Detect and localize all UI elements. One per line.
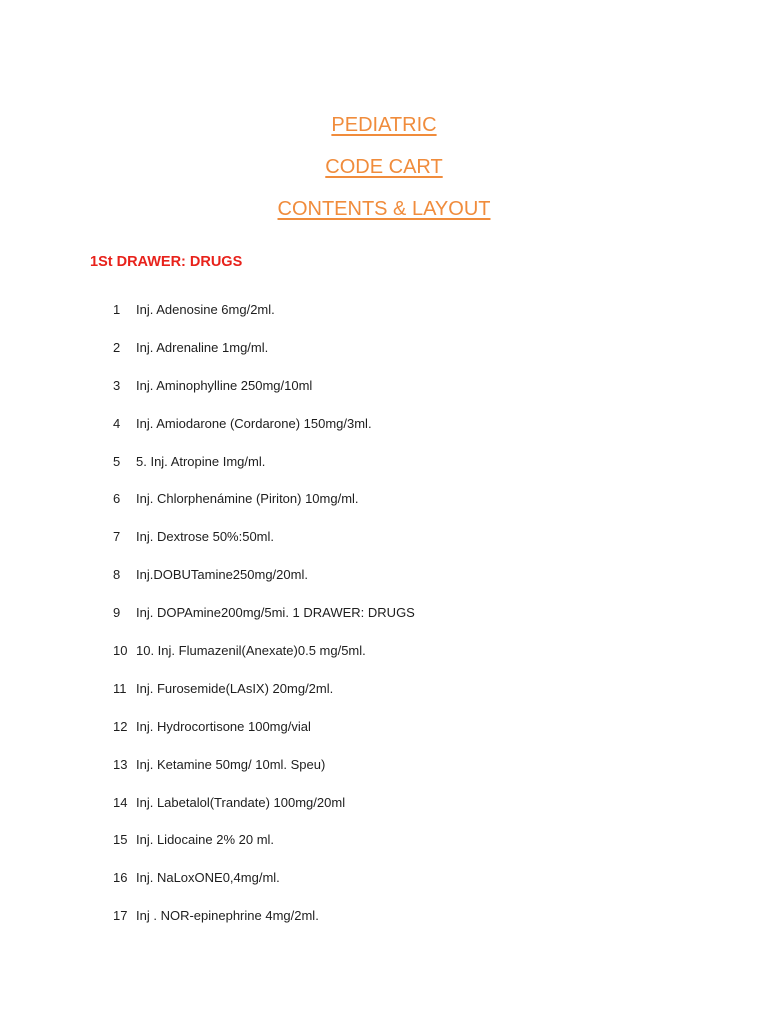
list-item bbox=[0, 643, 768, 681]
item-number: 9 bbox=[113, 605, 121, 621]
list-item bbox=[0, 302, 768, 340]
item-text: Inj. Adrenaline 1mg/ml. bbox=[136, 339, 269, 355]
item-number: 17 bbox=[113, 908, 128, 924]
list-item bbox=[0, 605, 768, 643]
item-text: Inj. Amiodarone (Cordarone) 150mg/3ml. bbox=[136, 415, 372, 431]
item-number: 5 bbox=[113, 453, 121, 469]
item-text: Inj.DOBUTamine250mg/20ml. bbox=[136, 567, 308, 583]
item-number: 1 bbox=[113, 302, 121, 317]
item-number: 16 bbox=[113, 870, 128, 886]
item-text: Inj. Ketamine 50mg/ 10ml. Speu) bbox=[136, 756, 326, 772]
item-number: 4 bbox=[113, 415, 121, 431]
title-line-code-cart: CODE CART bbox=[325, 156, 443, 178]
list-item bbox=[0, 529, 768, 567]
list-item bbox=[0, 870, 768, 908]
item-number: 2 bbox=[113, 339, 121, 355]
item-number: 7 bbox=[113, 529, 121, 545]
list-item bbox=[0, 795, 768, 833]
item-text: 5. Inj. Atropine Img/ml. bbox=[136, 453, 266, 469]
drug-list bbox=[0, 302, 768, 946]
item-text: Inj. NaLoxONE0,4mg/ml. bbox=[136, 870, 280, 886]
item-text: Inj. Aminophylline 250mg/10ml bbox=[136, 377, 313, 393]
item-number: 8 bbox=[113, 567, 121, 583]
list-item bbox=[0, 491, 768, 529]
item-text: Inj. Labetalol(Trandate) 100mg/20ml bbox=[136, 794, 346, 810]
item-number: 10 bbox=[113, 643, 128, 659]
item-number: 14 bbox=[113, 794, 128, 810]
item-number: 11 bbox=[113, 680, 127, 696]
list-item bbox=[0, 416, 768, 454]
item-number: 3 bbox=[113, 377, 121, 393]
title-line-contents-layout: CONTENTS & LAYOUT bbox=[277, 198, 491, 220]
item-text: Inj. Furosemide(LAsIX) 20mg/2ml. bbox=[136, 680, 334, 696]
list-item bbox=[0, 454, 768, 492]
item-text: Inj . NOR-epinephrine 4mg/2ml. bbox=[136, 908, 319, 924]
list-item bbox=[0, 719, 768, 757]
list-item bbox=[0, 681, 768, 719]
item-text: Inj. Dextrose 50%:50ml. bbox=[136, 529, 275, 545]
list-item bbox=[0, 832, 768, 870]
list-item bbox=[0, 908, 768, 946]
item-text: Inj. DOPAmine200mg/5mi. 1 DRAWER: DRUGS bbox=[136, 605, 415, 621]
list-item bbox=[0, 378, 768, 416]
list-item bbox=[0, 340, 768, 378]
item-number: 12 bbox=[113, 718, 128, 734]
item-text: 10. Inj. Flumazenil(Anexate)0.5 mg/5ml. bbox=[136, 643, 366, 659]
item-number: 6 bbox=[113, 491, 121, 507]
item-text: Inj. Hydrocortisone 100mg/vial bbox=[136, 718, 311, 734]
item-number: 15 bbox=[113, 832, 128, 848]
section-heading-drawer: 1St DRAWER: DRUGS bbox=[90, 254, 243, 270]
list-item bbox=[0, 757, 768, 795]
item-text: Inj. Lidocaine 2% 20 ml. bbox=[136, 832, 275, 848]
title-line-pediatric: PEDIATRIC bbox=[331, 114, 437, 136]
item-text: Inj. Chlorphenámine (Piriton) 10mg/ml. bbox=[136, 491, 359, 507]
item-text: Inj. Adenosine 6mg/2ml. bbox=[136, 302, 275, 317]
list-item bbox=[0, 567, 768, 605]
item-number: 13 bbox=[113, 756, 128, 772]
